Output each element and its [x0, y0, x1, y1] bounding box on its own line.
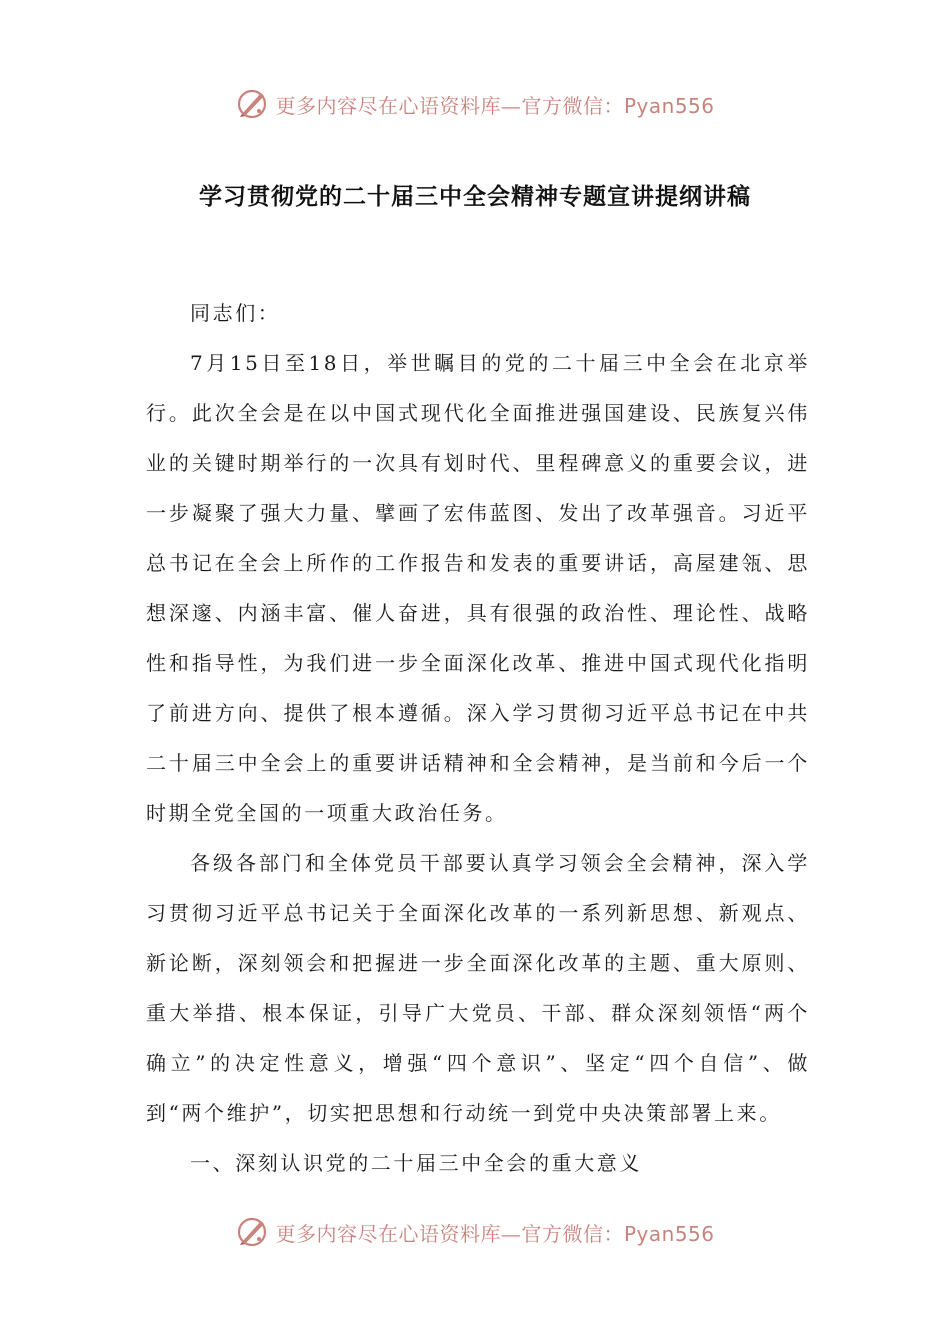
document-title: 学习贯彻党的二十届三中全会精神专题宣讲提纲讲稿 — [199, 184, 751, 210]
footer-banner — [0, 1212, 950, 1252]
banner-wechat-id: Pyan556 — [623, 1221, 715, 1246]
document-body — [146, 288, 810, 1188]
greeting-paragraph: 同志们： — [190, 301, 281, 325]
body-paragraph: 7月15日至18日，举世瞩目的党的二十届三中全会在北京举行。此次全会是在以中国式现代化全面推进强国建设、民族复兴伟业的关键时期举行的一次具有划时代、里程碑意义的重要会议，进一步凝聚了强大力量、擘画了宏伟蓝图、发出了改革强音。习近平总书记在全会上所作的工作报告和发表的重要讲话，高屋建瓴、思想深邃、内涵丰富、催人奋进，具有很强的政治性、理论性、战略性和指导性，为我们进一步全面深化改革、推进中国式现代化指明了前进方向、提供了根本遵循。深入学习贯彻习近平总书记在中共二十届三中全会上的重要讲话精神和全会精神，是当前和今后一个时期全党全国的一项重大政治任务。 — [146, 351, 810, 825]
pen-circle-logo-icon — [235, 1215, 269, 1249]
banner-text: 更多内容尽在心语资料库—官方微信： — [275, 93, 624, 118]
body-paragraph: 各级各部门和全体党员干部要认真学习领会全会精神，深入学习贯彻习近平总书记关于全面深化改革的一系列新思想、新观点、新论断，深刻领会和把握进一步全面深化改革的主题、重大原则、重大举措、根本保证，引导广大党员、干部、群众深刻领悟“两个确立”的决定性意义，增强“四个意识”、坚定“四个自信”、做到“两个维护”，切实把思想和行动统一到党中央决策部署上来。 — [146, 851, 810, 1125]
section-heading: 一、深刻认识党的二十届三中全会的重大意义 — [190, 1151, 642, 1175]
banner-text: 更多内容尽在心语资料库—官方微信： — [275, 1221, 624, 1246]
header-banner — [0, 84, 950, 124]
pen-circle-logo-icon — [235, 87, 269, 121]
banner-wechat-id: Pyan556 — [623, 93, 715, 118]
